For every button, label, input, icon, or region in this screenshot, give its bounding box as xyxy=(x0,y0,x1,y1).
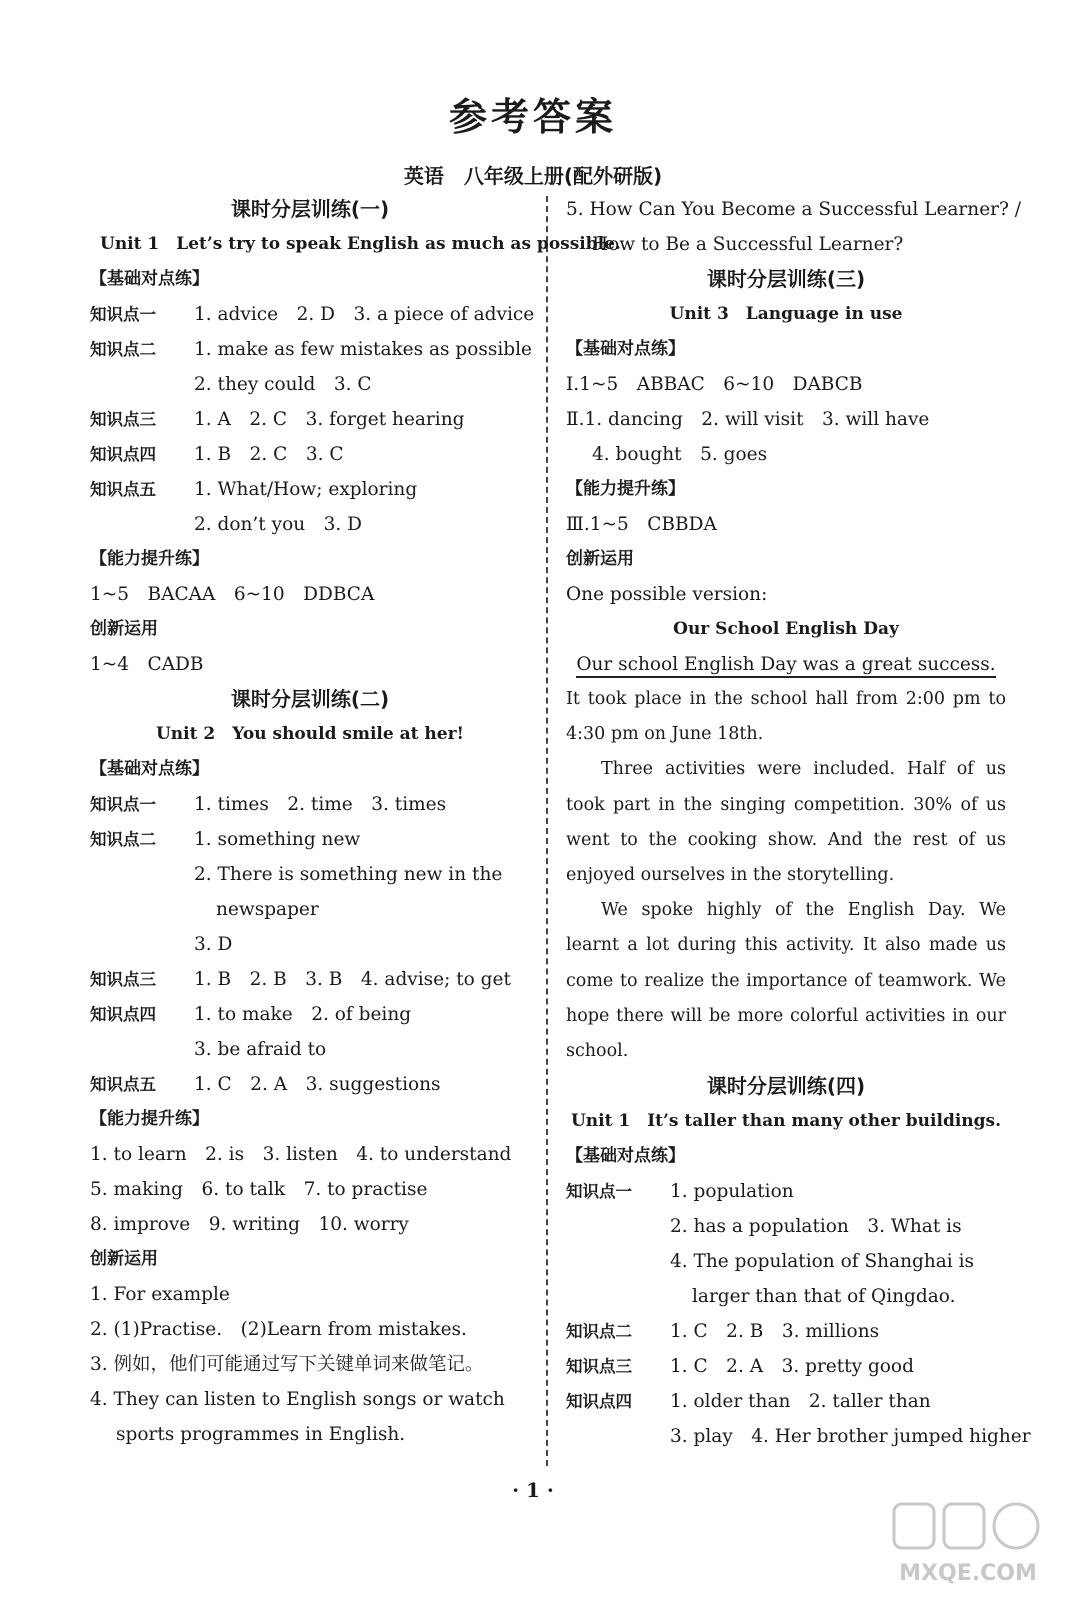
knowledge-point-label: 知识点三 xyxy=(566,1357,632,1377)
answer-row: 4. The population of Shanghai is xyxy=(670,1251,974,1273)
basic-practice-heading: 【基础对点练】 xyxy=(566,339,685,359)
basic-practice-heading: 【基础对点练】 xyxy=(90,759,209,779)
answer-text: 1. something new xyxy=(194,829,361,850)
essay-paragraph: It took place in the school hall from 2:00 pm to 4:30 pm on June 18th. xyxy=(566,689,1006,745)
ability-heading: 【能力提升练】 xyxy=(566,479,685,499)
essay-paragraph: Three activities were included. Half of us took part in the singing competition. 30% of us went to the cooking show. And the rest of us enjoyed ourselves in the storytelling. xyxy=(566,759,1006,886)
answer-row xyxy=(566,1174,1006,1209)
basic-practice-heading: 【基础对点练】 xyxy=(90,269,209,289)
ability-heading: 【能力提升练】 xyxy=(90,1109,209,1129)
section-title: 课时分层训练(三) xyxy=(706,267,866,291)
knowledge-point-label: 知识点四 xyxy=(566,1392,632,1412)
answer-text: 1. What/How; exploring xyxy=(194,479,418,500)
answer-row: larger than that of Qingdao. xyxy=(692,1286,956,1308)
answer-row: sports programmes in English. xyxy=(116,1424,406,1445)
knowledge-point-label: 知识点二 xyxy=(90,830,156,849)
answer-row xyxy=(90,1067,530,1102)
knowledge-point-label: 知识点三 xyxy=(90,410,156,429)
answer-row: 1. to learn 2. is 3. listen 4. to understand xyxy=(90,1144,512,1165)
answer-row: How to Be a Successful Learner? xyxy=(592,234,904,255)
knowledge-point-label: 知识点四 xyxy=(90,445,156,464)
section-title: 课时分层训练(四) xyxy=(706,1074,866,1099)
subject-heading: 英语 八年级上册(配外研版) xyxy=(403,164,663,188)
essay-title: Our School English Day xyxy=(673,619,899,639)
basic-practice-heading: 【基础对点练】 xyxy=(566,1146,685,1167)
answer-text: 1. advice 2. D 3. a piece of advice xyxy=(194,304,535,325)
answer-row: Ⅰ.1~5 ABBAC 6~10 DABCB xyxy=(566,374,863,395)
answer-row: 5. making 6. to talk 7. to practise xyxy=(90,1179,428,1200)
answer-row: 1~4 CADB xyxy=(90,654,204,675)
answer-row xyxy=(566,1314,1006,1349)
answer-text: 1. C 2. B 3. millions xyxy=(670,1321,880,1343)
answer-row: One possible version: xyxy=(566,584,768,605)
answer-row xyxy=(90,822,530,857)
knowledge-point-label: 知识点四 xyxy=(90,1005,156,1024)
answer-row xyxy=(90,787,530,822)
answer-row xyxy=(90,472,530,507)
page-number: · 1 · xyxy=(512,1478,554,1502)
watermark-text: MXQE.COM xyxy=(899,1561,1037,1586)
knowledge-point-label: 知识点二 xyxy=(566,1322,632,1342)
innovation-heading: 创新运用 xyxy=(90,619,158,639)
answer-row: 3. 例如，他们可能通过写下关键单词来做笔记。 xyxy=(90,1354,484,1375)
knowledge-point-label: 知识点二 xyxy=(90,340,156,359)
answer-row: Ⅱ.1. dancing 2. will visit 3. will have xyxy=(566,409,930,430)
answer-row: 8. improve 9. writing 10. worry xyxy=(90,1214,409,1235)
answer-row xyxy=(566,1384,1006,1419)
answer-row: 4. bought 5. goes xyxy=(592,444,768,465)
answer-row xyxy=(90,402,530,437)
answer-row: 2. has a population 3. What is xyxy=(670,1216,962,1238)
underlined-sentence: Our school English Day was a great success. xyxy=(576,654,995,678)
answer-row: 5. How Can You Become a Successful Learner? / xyxy=(566,199,1022,220)
knowledge-point-label: 知识点五 xyxy=(90,1075,156,1094)
innovation-heading: 创新运用 xyxy=(566,549,634,569)
knowledge-point-label: 知识点一 xyxy=(90,305,156,324)
knowledge-point-label: 知识点三 xyxy=(90,970,156,989)
unit-heading: Unit 2 You should smile at her! xyxy=(155,724,464,744)
unit-heading: Unit 1 Let’s try to speak English as much as possible. xyxy=(100,234,621,254)
section-title: 课时分层训练(一) xyxy=(230,197,390,221)
answer-row: 2. (1)Practise. (2)Learn from mistakes. xyxy=(90,1319,467,1340)
knowledge-point-label: 知识点一 xyxy=(90,795,156,814)
unit-heading: Unit 3 Language in use xyxy=(669,304,903,324)
answer-row: 1~5 BACAA 6~10 DDBCA xyxy=(90,584,375,605)
answer-row: 3. play 4. Her brother jumped higher xyxy=(670,1426,1031,1448)
answer-row: 2. don’t you 3. D xyxy=(194,514,362,535)
answer-row xyxy=(90,997,530,1032)
answer-row xyxy=(90,297,535,332)
answer-text: 1. B 2. C 3. C xyxy=(194,444,344,465)
column-divider xyxy=(546,196,548,1466)
right-column xyxy=(566,192,1031,1454)
answer-row xyxy=(90,332,533,367)
unit-heading: Unit 1 It’s taller than many other buildings. xyxy=(570,1111,1002,1132)
ability-heading: 【能力提升练】 xyxy=(90,549,209,569)
answer-row: newspaper xyxy=(216,899,319,920)
left-column xyxy=(90,192,621,1452)
answer-text: 1. A 2. C 3. forget hearing xyxy=(194,409,465,430)
answer-text: 1. make as few mistakes as possible xyxy=(194,339,533,360)
section-title: 课时分层训练(二) xyxy=(230,687,390,711)
essay-paragraph: We spoke highly of the English Day. We learnt a lot during this activity. It also made us come to realize the importance of teamwork. We hope there will be more colorful activities in our school. xyxy=(566,900,1006,1062)
watermark-logo xyxy=(888,1500,1048,1590)
answer-row: 3. be afraid to xyxy=(194,1039,327,1060)
answer-text: 1. C 2. A 3. suggestions xyxy=(194,1074,441,1095)
answer-text: 1. B 2. B 3. B 4. advise; to get xyxy=(194,969,511,990)
answer-row xyxy=(90,437,530,472)
answer-text: 1. times 2. time 3. times xyxy=(194,794,447,815)
knowledge-point-label: 知识点五 xyxy=(90,480,156,499)
answer-text: 1. C 2. A 3. pretty good xyxy=(670,1356,914,1378)
answer-text: 1. to make 2. of being xyxy=(194,1004,412,1025)
answer-row: 2. they could 3. C xyxy=(194,374,372,395)
answer-row: 3. D xyxy=(194,934,233,955)
answer-row xyxy=(566,1349,1006,1384)
answer-row: Ⅲ.1~5 CBBDA xyxy=(566,514,717,535)
page-title: 参考答案 xyxy=(448,95,617,139)
answer-row: 1. For example xyxy=(90,1284,230,1305)
innovation-heading: 创新运用 xyxy=(90,1249,158,1269)
answer-row: 2. There is something new in the xyxy=(194,864,503,885)
answer-row: 4. They can listen to English songs or watch xyxy=(90,1389,505,1410)
knowledge-point-label: 知识点一 xyxy=(566,1182,632,1202)
answer-row xyxy=(90,962,530,997)
answer-text: 1. population xyxy=(670,1181,794,1203)
answer-text: 1. older than 2. taller than xyxy=(670,1391,931,1413)
essay-first-sentence xyxy=(566,647,1006,682)
